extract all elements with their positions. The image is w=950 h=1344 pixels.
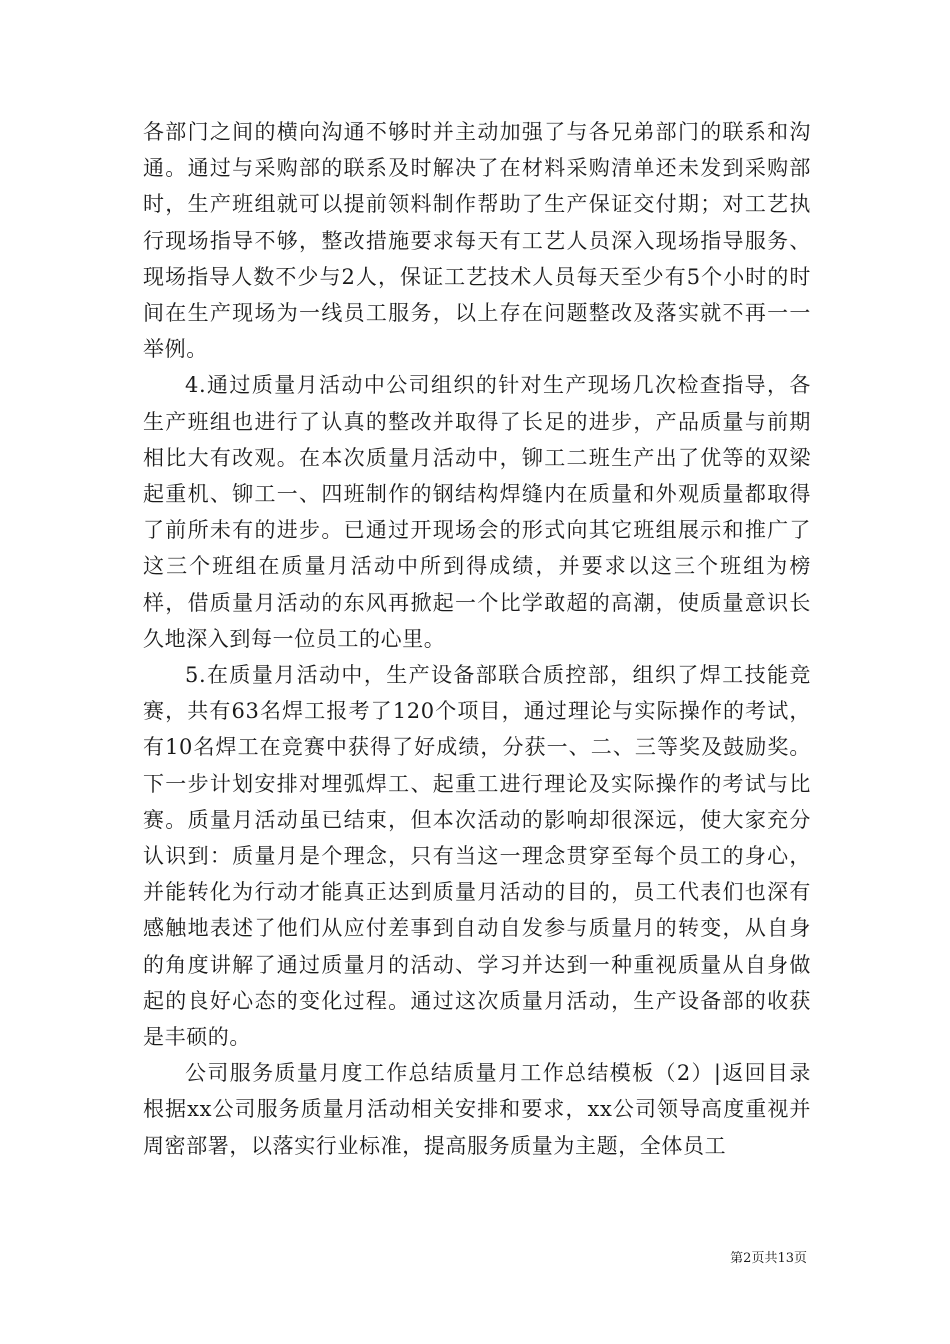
- page-number-footer: 第2页共13页: [730, 1251, 807, 1266]
- paragraph-item-5: 5.在质量月活动中，生产设备部联合质控部，组织了焊工技能竞赛，共有63名焊工报考了120个项目，通过理论与实际操作的考试，有10名焊工在竞赛中获得了好成绩，分获一、二、三等奖及鼓励奖。下一步计划安排对埋弧焊工、起重工进行理论及实际操作的考试与比赛。质量月活动虽已结束，但本次活动的影响却很深远，使大家充分认识到：质量月是个理念，只有当这一理念贯穿至每个员工的身心，并能转化为行动才能真正达到质量月活动的目的，员工代表们也深有感触地表述了他们从应付差事到自动自发参与质量月的转变，从自身的角度讲解了通过质量月的活动、学习并达到一种重视质量从自身做起的良好心态的变化过程。通过这次质量月活动，生产设备部的收获是丰硕的。: [143, 663, 811, 1050]
- paragraph-item-4: 4.通过质量月活动中公司组织的针对生产现场几次检查指导，各生产班组也进行了认真的整改并取得了长足的进步，产品质量与前期相比大有改观。在本次质量月活动中，铆工二班生产出了优等的双梁起重机、铆工一、四班制作的钢结构焊缝内在质量和外观质量都取得了前所未有的进步。已通过开现场会的形式向其它班组展示和推广了这三个班组在质量月活动中所到得成绩，并要求以这三个班组为榜样，借质量月活动的东风再掀起一个比学敢超的高潮，使质量意识长久地深入到每一位员工的心里。: [143, 373, 811, 651]
- document-body: [143, 114, 811, 1164]
- paragraph-section-2: 公司服务质量月度工作总结质量月工作总结模板（2）|返回目录根据xx公司服务质量月活动相关安排和要求，xx公司领导高度重视并周密部署，以落实行业标准，提高服务质量为主题，全体员工: [143, 1061, 811, 1158]
- paragraph-continuation: 各部门之间的横向沟通不够时并主动加强了与各兄弟部门的联系和沟通。通过与采购部的联系及时解决了在材料采购清单还未发到采购部时，生产班组就可以提前领料制作帮助了生产保证交付期；对工艺执行现场指导不够，整改措施要求每天有工艺人员深入现场指导服务、现场指导人数不少与2人，保证工艺技术人员每天至少有5个小时的时间在生产现场为一线员工服务，以上存在问题整改及落实就不再一一举例。: [143, 120, 811, 362]
